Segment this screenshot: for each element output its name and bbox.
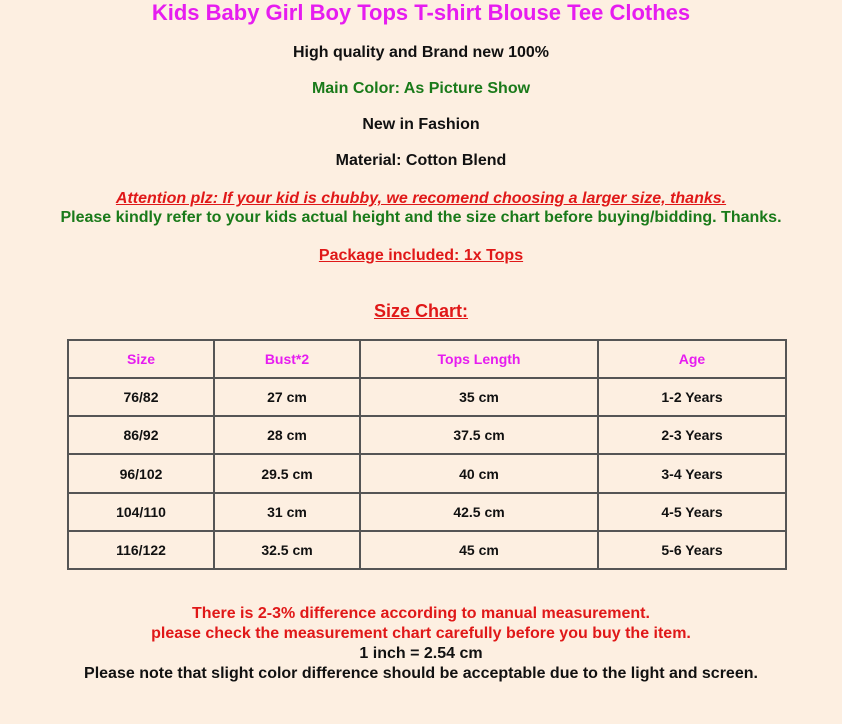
cell-length: 35 cm (360, 378, 598, 416)
table-header-row (68, 340, 786, 378)
fashion-line: New in Fashion (362, 116, 480, 133)
cell-size: 86/92 (68, 416, 214, 454)
table-row (68, 416, 786, 454)
cell-size: 116/122 (68, 531, 214, 569)
cell-bust: 29.5 cm (214, 454, 360, 492)
cell-size: 76/82 (68, 378, 214, 416)
cell-age: 3-4 Years (598, 454, 786, 492)
cell-size: 96/102 (68, 454, 214, 492)
cell-length: 40 cm (360, 454, 598, 492)
table-row (68, 531, 786, 569)
cell-length: 42.5 cm (360, 493, 598, 531)
header-bust: Bust*2 (214, 340, 360, 378)
header-size: Size (68, 340, 214, 378)
check-note: please check the measurement chart carefully before you buy the item. (151, 625, 691, 642)
table-row (68, 378, 786, 416)
header-age: Age (598, 340, 786, 378)
cell-size: 104/110 (68, 493, 214, 531)
cell-length: 45 cm (360, 531, 598, 569)
cell-bust: 31 cm (214, 493, 360, 531)
cell-age: 4-5 Years (598, 493, 786, 531)
table-row (68, 493, 786, 531)
cell-age: 5-6 Years (598, 531, 786, 569)
size-table (67, 339, 787, 570)
cell-age: 1-2 Years (598, 378, 786, 416)
page-title: Kids Baby Girl Boy Tops T-shirt Blouse Tee Clothes (151, 0, 691, 25)
cell-bust: 28 cm (214, 416, 360, 454)
cell-bust: 32.5 cm (214, 531, 360, 569)
color-difference-note: Please note that slight color difference should be acceptable due to the light and screen. (84, 665, 758, 682)
material-line: Material: Cotton Blend (335, 152, 507, 169)
cell-age: 2-3 Years (598, 416, 786, 454)
inch-note: 1 inch = 2.54 cm (359, 645, 483, 662)
quality-line: High quality and Brand new 100% (292, 44, 550, 61)
package-line: Package included: 1x Tops (318, 247, 524, 264)
cell-length: 37.5 cm (360, 416, 598, 454)
header-tops-length: Tops Length (360, 340, 598, 378)
difference-note: There is 2-3% difference according to manual measurement. (192, 605, 650, 622)
table-row (68, 454, 786, 492)
size-chart-title: Size Chart: (373, 301, 469, 321)
refer-line: Please kindly refer to your kids actual height and the size chart before buying/bidding. Thanks. (60, 209, 782, 226)
main-color-line: Main Color: As Picture Show (311, 80, 531, 97)
attention-line: Attention plz: If your kid is chubby, we recomend choosing a larger size, thanks. (115, 190, 727, 207)
cell-bust: 27 cm (214, 378, 360, 416)
